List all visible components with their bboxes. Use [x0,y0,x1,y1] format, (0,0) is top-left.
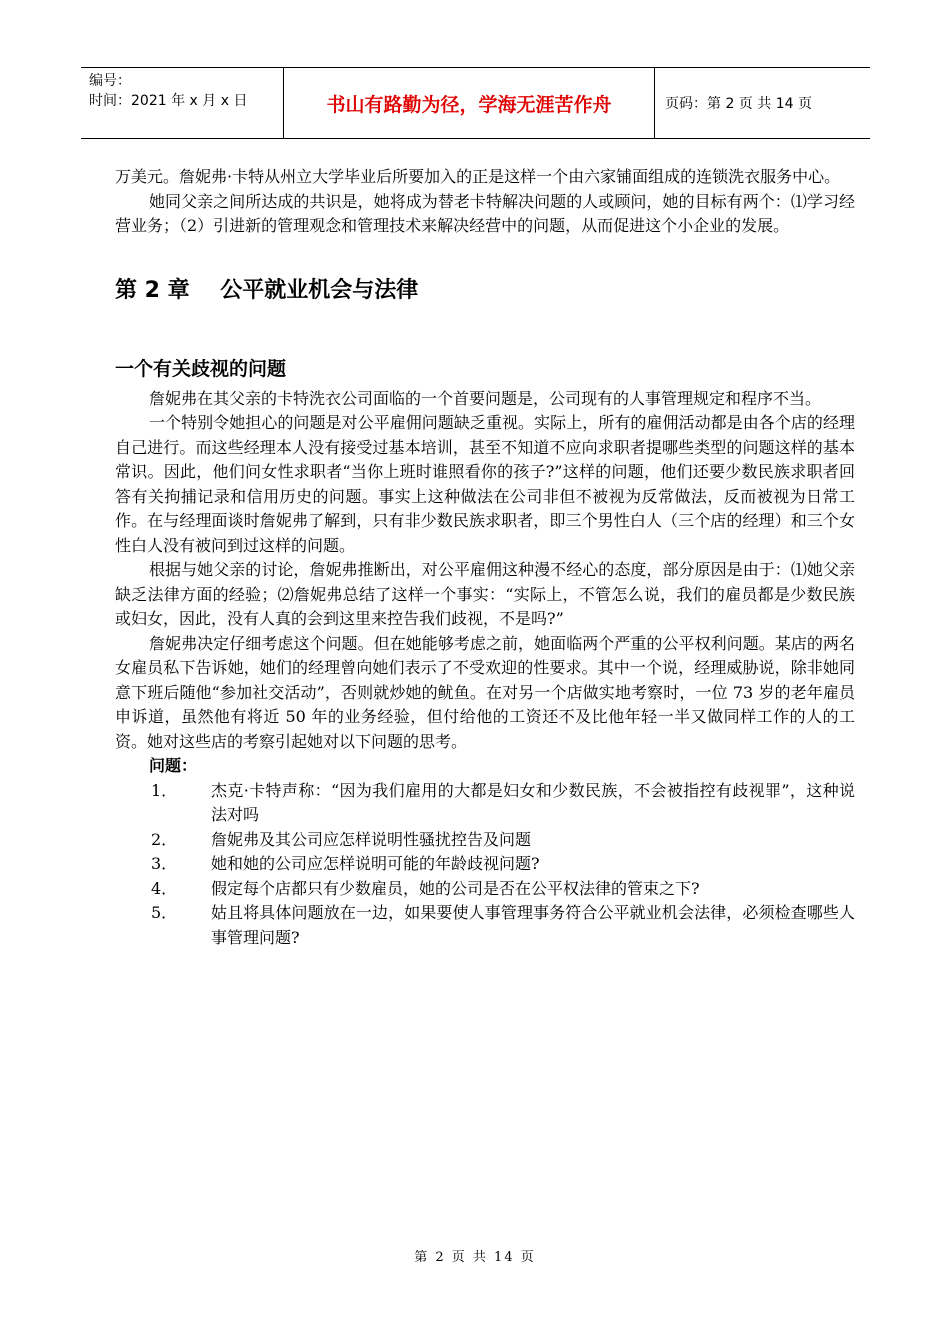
paragraph: 詹妮弗决定仔细考虑这个问题。但在她能够考虑之前，她面临两个严重的公平权利问题。某店的两名女雇员私下告诉她，她们的经理曾向她们表示了不受欢迎的性要求。其中一个说，经理威胁说，除非她同意下班后随他“参加社交活动”，否则就炒她的鱿鱼。在对另一个店做实地考察时，一位 73 岁的老年雇员申诉道，虽然他有将近 50 年的业务经验，但付给他的工资还不及比他年轻一半又做同样工作的人的工资。她对这些店的考察引起她对以下问题的思考。 [115,633,855,751]
page-footer: 第 2 页 共 14 页 [414,1250,536,1265]
question-number: 2． [151,829,178,849]
list-item [115,901,855,950]
paragraph: 根据与她父亲的讨论，詹妮弗推断出，对公平雇佣这种漫不经心的态度，部分原因是由于：⑴她父亲缺乏法律方面的经验；⑵詹妮弗总结了这样一个事实：“实际上，不管怎么说，我们的雇员都是少数民族或妇女，因此，没有人真的会到这里来控告我们歧视，不是吗?” [115,560,855,628]
question-number: 3． [151,854,178,873]
section-title: 一个有关歧视的问题 [115,357,287,380]
header-number-label: 编号： [89,73,131,89]
header-page-info: 页码：第 2 页 共 14 页 [665,96,812,112]
header-motto: 书山有路勤为径，学海无涯苦作舟 [283,68,655,138]
paragraph: 一个特别令她担心的问题是对公平雇佣问题缺乏重视。实际上，所有的雇佣活动都是由各个店的经理自己进行。而这些经理本人没有接受过基本培训，甚至不知道不应向求职者提哪些类型的问题这样的基本常识。因此，他们问女性求职者“当你上班时谁照看你的孩子?”这样的问题，他们还要少数民族求职者回答有关拘捕记录和信用历史的问题。事实上这种做法在公司非但不被视为反常做法，反而被视为日常工作。在与经理面谈时詹妮弗了解到，只有非少数民族求职者，即三个男性白人（三个店的经理）和三个女性白人没有被问到过这样的问题。 [115,413,855,555]
question-number: 4． [151,878,178,898]
question-text: 姑且将具体问题放在一边，如果要使人事管理事务符合公平就业机会法律，必须检查哪些人事管理问题? [211,903,855,947]
document-body [115,165,855,950]
question-text: 她和她的公司应怎样说明可能的年龄歧视问题? [211,854,540,873]
page-header [81,67,870,139]
question-text: 假定每个店都只有少数雇员，她的公司是否在公平权法律的管束之下? [211,878,700,898]
question-number: 1． [151,780,178,800]
question-text: 杰克·卡特声称：“因为我们雇用的大都是妇女和少数民族，不会被指控有歧视罪”，这种说法对吗 [211,780,855,824]
questions-label: 问题： [149,756,198,775]
paragraph: 万美元。詹妮弗·卡特从州立大学毕业后所要加入的正是这样一个由六家铺面组成的连锁洗衣服务中心。 [115,167,841,186]
header-meta [81,68,283,138]
list-item [115,828,855,853]
paragraph: 她同父亲之间所达成的共识是，她将成为替老卡特解决问题的人或顾问，她的目标有两个：⑴学习经营业务；（2）引进新的管理观念和管理技术来解决经营中的问题，从而促进这个小企业的发展。 [115,191,855,235]
header-time-label: 时间：2021 年 x 月 x 日 [89,93,248,109]
paragraph: 詹妮弗在其父亲的卡特洗衣公司面临的一个首要问题是，公司现有的人事管理规定和程序不当。 [149,388,822,408]
list-item [115,779,855,828]
list-item [115,877,855,902]
list-item [115,852,855,877]
chapter-title: 第 2 章 公平就业机会与法律 [115,277,419,303]
questions-list [115,779,855,951]
question-text: 詹妮弗及其公司应怎样说明性骚扰控告及问题 [211,829,532,849]
question-number: 5． [151,903,178,922]
